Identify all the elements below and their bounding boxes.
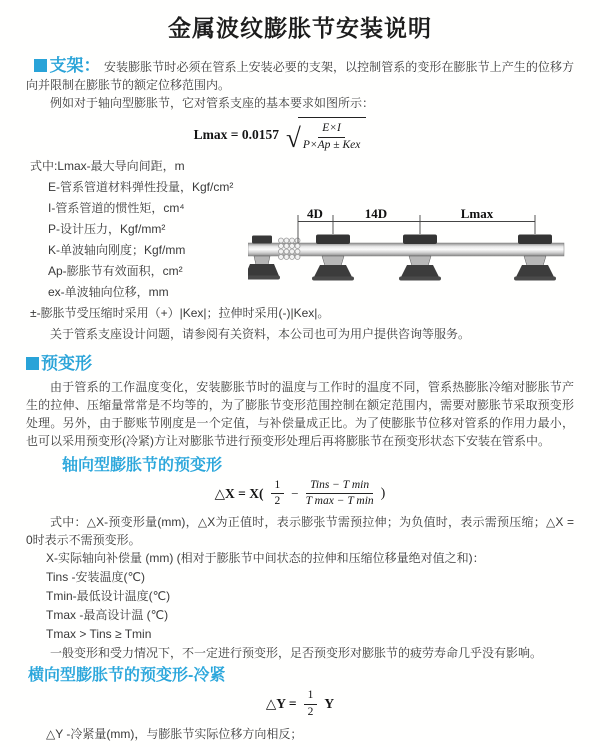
guide-support-3 [514,235,556,281]
section-heading-preform [26,354,92,373]
one-half-fraction [304,689,318,720]
lmax-fraction-denominator: P×Ap ± Kex [302,138,361,151]
axial-line-tins: Tins -安装温度(℃) [46,570,146,585]
lateral-formula-rhs: Y [324,696,335,712]
axial-desc-paragraph: 式中：△X-预变形量(mm)，△X为正值时，表示膨张节需预拉伸；为负值时，表示需预压缩；△X = 0时表示不需预变形。 [26,515,574,548]
guide-support-1 [312,235,354,281]
definition-i: I-管系管道的惯性矩，cm⁴ [48,200,185,215]
one-half-denominator: 2 [274,495,281,508]
axial-formula-lhs: △X = X( [214,485,264,501]
lateral-formula-lhs: △Y = [265,696,297,712]
axial-line-x: X-实际轴向补偿量 (mm) (相对于膨胀节中间状态的拉伸和压缩位移量绝对值之和)： [46,551,485,566]
one-half-numerator: 1 [271,479,285,495]
lmax-fraction-numerator: E×I [318,122,345,138]
one-half-denominator: 2 [307,705,314,718]
minus-operator: − [291,485,299,501]
anchor-support [248,236,280,280]
support-example-paragraph: 例如对于轴向型膨胀节，它对管系支座的基本要求如图所示： [50,96,375,110]
definition-ap: Ap-膨胀节有效面积，cm² [48,263,183,278]
one-half-fraction [271,479,285,510]
axial-note: 一般变形和受力情况下，不一定进行预变形，足否预变形对膨胀节的疲劳寿命几乎没有影响。 [50,646,543,661]
section-heading-support-label: 支架： [49,56,101,75]
dim-label-14d: 14D [364,206,388,221]
section-heading-preform-row [26,353,574,376]
subsection-heading-lateral: 横向型膨胀节的预变形-冷紧 [28,667,226,685]
square-root [286,117,366,153]
lateral-note: △Y -冷紧量(mm)，与膨胀节实际位移方向相反； [46,726,303,741]
definition-lmax: 式中:Lmax-最大导向间距，m [30,158,185,173]
definition-e: E-管系管道材料弹性投量，Kgf/cm² [48,179,234,194]
radical-sign: √ [286,122,301,153]
lateral-preform-formula [26,689,574,720]
subsection-heading-axial: 轴向型膨胀节的预变形 [62,456,223,474]
lmax-formula-coefficient: Lmax = 0.0157 [193,126,279,142]
preform-paragraph: 由于管系的工作温度变化，安装膨胀节时的温度与工作时的温度不同，管系热膨胀冷缩对膨胀节产生的拉伸、压缩量常常是不均等的，为了膨胀节变形范围控制在额定范围内，需要对膨胀节采取预变形处理。另外，由于膨账节刚度是一个定值，与补偿量成正比。为了使膨胀节位移对管系的作用力最小，也可以采用预变形(冷紧)方让对膨胀节进行预变形处理后再将膨胀节在预变形状态下安装在管系中。 [26,379,574,448]
lmax-fraction [303,122,361,153]
temperature-fraction-numerator: Tins − T min [306,479,373,495]
section-heading-support [34,56,100,75]
axial-line-tmax: Tmax -最高设计温 (℃) [46,608,169,623]
definition-k: K-单波轴向刚度；Kgf/mm [48,242,186,257]
document-page [0,10,600,747]
axial-preform-formula [26,479,574,510]
dim-label-4d: 4D [307,206,323,221]
temperature-fraction [306,479,374,510]
dim-label-lmax: Lmax [460,206,494,221]
definition-p: P-设计压力，Kgf/mm² [48,221,166,236]
support-intro-text: 安装膨胀节时必须在管系上安装必要的支架，以控制管系的变形在膨胀节上产生的位移方向并限制在膨胀节的额定位移范围内。 [26,60,574,92]
definition-ex: ex-单波轴向位移，mm [48,284,169,299]
one-half-numerator: 1 [304,689,318,705]
section-bullet-square-icon [26,357,39,370]
support-intro-paragraph [26,57,574,94]
axial-variable-lines [26,549,574,644]
axial-line-inequality: Tmax > Tins ≥ Tmin [46,627,152,642]
support-note: 关于管系支座设计问题，请参阅有关资料，本公司也可为用户提供咨询等服务。 [50,326,471,341]
definition-plusminus: ±-膨胀节受压缩时采用（+）|Kex|；拉伸时采用(-)|Kex|。 [30,305,330,320]
lmax-formula [26,117,534,153]
page-title: 金属波纹膨胀节安装说明 [168,15,432,41]
radicand [298,117,367,153]
content-area [26,57,574,743]
section-bullet-square-icon [34,59,47,72]
guide-support-2 [399,235,441,281]
section-heading-preform-label: 预变形 [41,353,92,373]
pipe-support-diagram [248,206,596,306]
axial-line-tmin: Tmin-最低设计温度(℃) [46,589,171,604]
closing-paren: ) [380,485,386,501]
temperature-fraction-denominator: T max − T min [305,495,374,508]
